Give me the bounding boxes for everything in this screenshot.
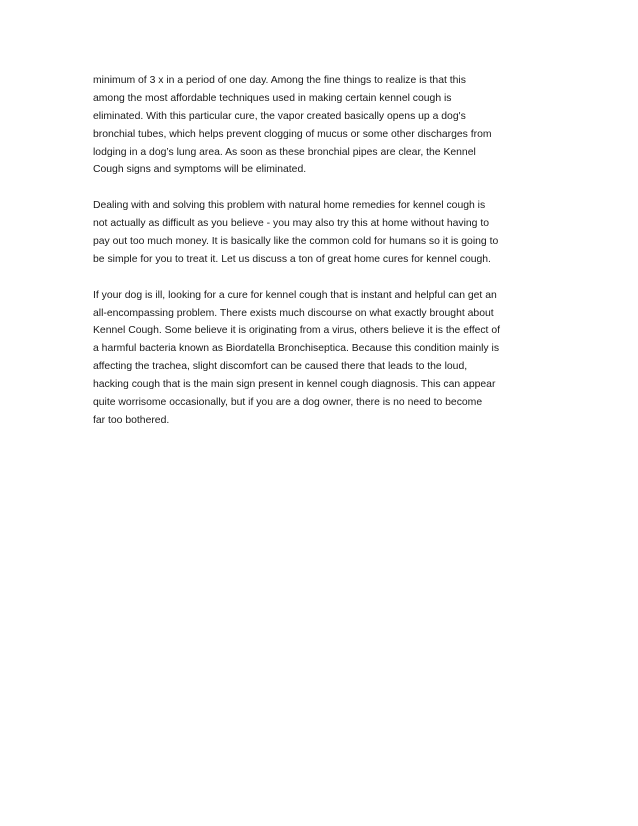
text-line: pay out too much money. It is basically like the common cold for humans so it is going to (93, 236, 499, 248)
text-line: a harmful bacteria known as Biordatella Bronchiseptica. Because this condition mainly is (93, 343, 500, 355)
text-line: bronchial tubes, which helps prevent clogging of mucus or some other discharges from (93, 128, 492, 140)
text-line: be simple for you to treat it. Let us discuss a ton of great home cures for kennel cough. (93, 253, 491, 265)
text-line: If your dog is ill, looking for a cure for kennel cough that is instant and helpful can get an (93, 289, 497, 301)
text-line: hacking cough that is the main sign present in kennel cough diagnosis. This can appear (93, 379, 496, 391)
text-line: Kennel Cough. Some believe it is originating from a virus, others believe it is the effect of (93, 325, 500, 337)
text-line: among the most affordable techniques used in making certain kennel cough is (93, 92, 452, 104)
text-line: all-encompassing problem. There exists much discourse on what exactly brought about (93, 307, 494, 319)
text-line: not actually as difficult as you believe - you may also try this at home without having to (93, 218, 490, 230)
text-line: eliminated. With this particular cure, the vapor created basically opens up a dog's (93, 110, 466, 122)
text-line: Dealing with and solving this problem with natural home remedies for kennel cough is (93, 200, 486, 212)
text-line: quite worrisome occasionally, but if you are a dog owner, there is no need to become (93, 397, 483, 409)
text-line: far too bothered. (93, 414, 170, 426)
text-line: minimum of 3 x in a period of one day. Among the fine things to realize is that this (93, 75, 466, 86)
paragraph-3 (93, 287, 548, 430)
text-line: Cough signs and symptoms will be eliminated. (93, 164, 307, 176)
paragraph-1 (93, 72, 548, 179)
text-line: affecting the trachea, slight discomfort can be caused there that leads to the loud, (93, 361, 468, 373)
text-line: lodging in a dog’s lung area. As soon as these bronchial pipes are clear, the Kennel (93, 146, 476, 158)
paragraph-2 (93, 197, 548, 269)
document-body (93, 72, 548, 448)
